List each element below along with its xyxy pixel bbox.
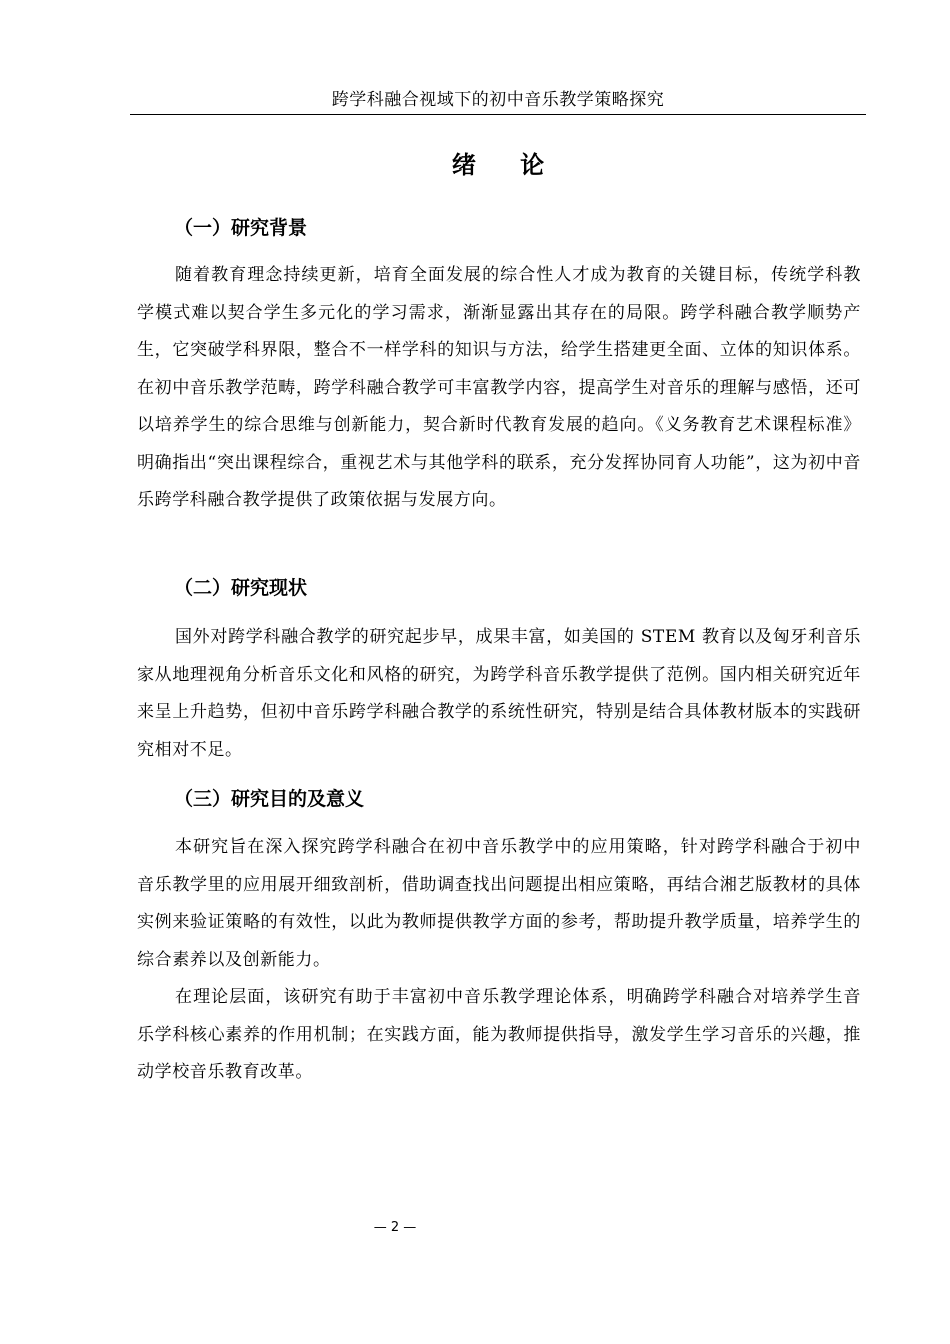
paragraph-purpose: 本研究旨在深入探究跨学科融合在初中音乐教学中的应用策略，针对跨学科融合于初中音乐教学里的应用展开细致剖析，借助调查找出问题提出相应策略，再结合湘艺版教材的具体实例来验证策略的有效性，以此为教师提供教学方面的参考，帮助提升教学质量，培养学生的综合素养以及创新能力。 xyxy=(137,837,861,970)
paragraph-significance: 在理论层面，该研究有助于丰富初中音乐教学理论体系，明确跨学科融合对培养学生音乐学科核心素养的作用机制；在实践方面，能为教师提供指导，激发学生学习音乐的兴趣，推动学校音乐教育改革。 xyxy=(137,987,861,1082)
running-header: 跨学科融合视域下的初中音乐教学策略探究 xyxy=(331,90,665,110)
page-number: — 2 — xyxy=(373,1220,417,1235)
paragraph-status: 国外对跨学科融合教学的研究起步早，成果丰富，如美国的 STEM 教育以及匈牙利音乐家从地理视角分析音乐文化和风格的研究，为跨学科音乐教学提供了范例。国内相关研究近年来呈上升趋势，但初中音乐跨学科融合教学的系统性研究，特别是结合具体教材版本的实践研究相对不足。 xyxy=(137,627,861,760)
header-rule xyxy=(130,114,866,115)
section-heading-purpose: （三）研究目的及意义 xyxy=(174,788,365,810)
paragraph-background: 随着教育理念持续更新，培育全面发展的综合性人才成为教育的关键目标，传统学科教学模式难以契合学生多元化的学习需求，渐渐显露出其存在的局限。跨学科融合教学顺势产生，它突破学科界限，整合不一样学科的知识与方法，给学生搭建更全面、立体的知识体系。在初中音乐教学范畴，跨学科融合教学可丰富教学内容，提高学生对音乐的理解与感悟，还可以培养学生的综合思维与创新能力，契合新时代教育发展的趋向。《义务教育艺术课程标准》明确指出“突出课程综合，重视艺术与其他学科的联系，充分发挥协同育人功能”，这为初中音乐跨学科融合教学提供了政策依据与发展方向。 xyxy=(137,265,861,510)
section-heading-background: （一）研究背景 xyxy=(174,217,308,239)
chapter-title: 绪 论 xyxy=(451,151,563,179)
section-heading-status: （二）研究现状 xyxy=(174,577,308,599)
